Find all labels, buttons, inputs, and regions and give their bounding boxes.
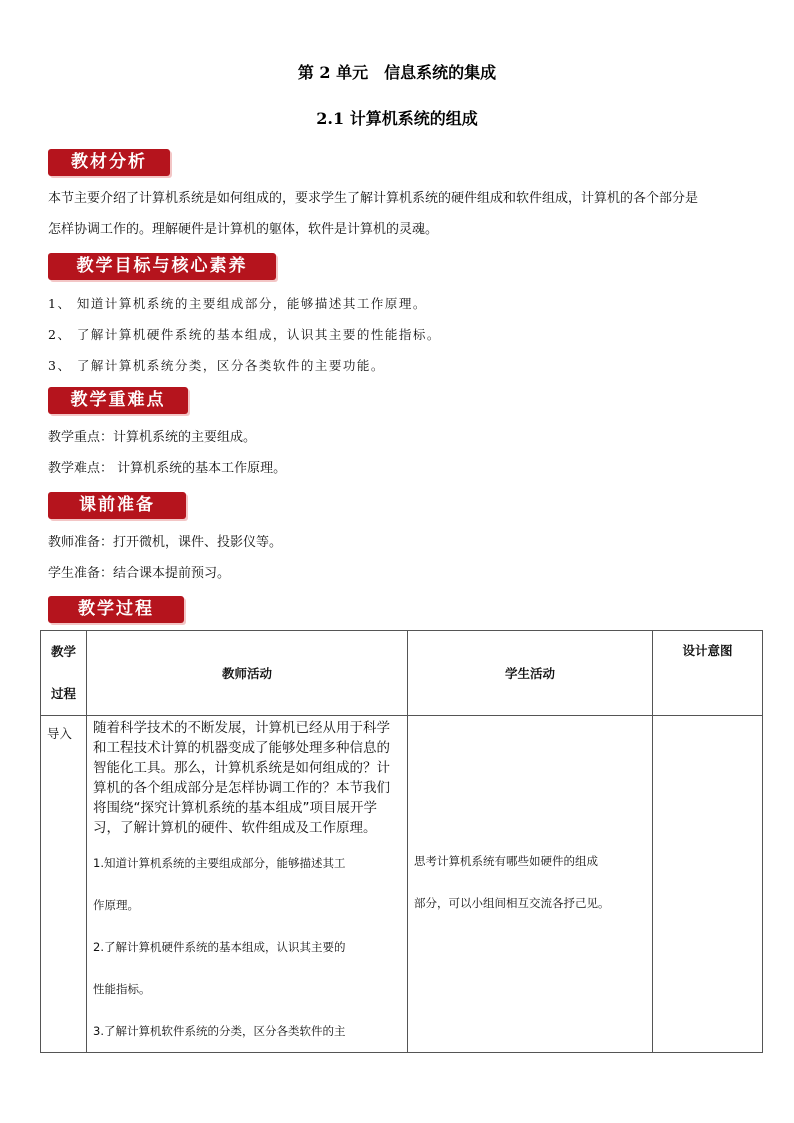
section-badge-goals: 教学目标与核心素养 [48,253,276,280]
section-badge-key-points: 教学重难点 [48,387,188,414]
header-design: 设计意图 [653,631,763,716]
lesson-title: 2.1 计算机系统的组成 [316,109,478,128]
teacher-goal-line: 2.了解计算机硬件系统的基本组成，认识其主要的 [93,940,346,954]
prep-teacher: 教师准备：打开微机，课件、投影仪等。 [48,535,283,550]
process-table [40,630,763,1053]
key-point-difficulty: 教学难点： 计算机系统的基本工作原理。 [48,461,287,476]
student-activity-cell [408,716,653,1053]
teacher-goals [87,838,407,1052]
section-badge-preparation: 课前准备 [48,492,186,519]
design-intent-cell [653,716,763,1053]
analysis-line: 怎样协调工作的。理解硬件是计算机的躯体，软件是计算机的灵魂。 [48,222,439,237]
prep-student: 学生准备：结合课本提前预习。 [48,566,231,581]
header-student: 学生活动 [408,631,653,716]
header-stage-line2: 过程 [50,686,76,701]
header-stage-line1: 教学 [50,644,76,659]
goal-item: 1、 知道计算机系统的主要组成部分，能够描述其工作原理。 [48,296,427,311]
header-stage [41,631,87,716]
section-badge-analysis: 教材分析 [48,149,170,176]
teacher-goal-line: 性能指标。 [93,982,151,996]
analysis-line: 本节主要介绍了计算机系统是如何组成的，要求学生了解计算机系统的硬件组成和软件组成，计算机的各个部分是 [48,191,699,206]
student-activity-line: 部分，可以小组间相互交流各抒己见。 [414,896,610,910]
table-row [41,716,763,1053]
key-point-focus: 教学重点：计算机系统的主要组成。 [48,430,257,445]
teacher-goal-line: 作原理。 [93,898,139,912]
section-badge-process: 教学过程 [48,596,184,623]
goal-item: 2、 了解计算机硬件系统的基本组成，认识其主要的性能指标。 [48,327,441,342]
teacher-activity-cell [87,716,408,1053]
teacher-goal-line: 3.了解计算机软件系统的分类，区分各类软件的主 [93,1024,346,1038]
unit-title: 第 2 单元 信息系统的集成 [297,63,497,82]
table-header-row [41,631,763,716]
goal-item: 3、 了解计算机系统分类，区分各类软件的主要功能。 [48,358,385,373]
teacher-intro: 随着科学技术的不断发展，计算机已经从用于科学和工程技术计算的机器变成了能够处理多种信息的智能化工具。那么，计算机系统是如何组成的？计算机的各个组成部分是怎样协调工作的？本节我们将围绕“探究计算机系统的基本组成”项目展开学习，了解计算机的硬件、软件组成及工作原理。 [93,720,390,836]
stage-cell: 导入 [41,716,87,1053]
teacher-goal-line: 1.知道计算机系统的主要组成部分，能够描述其工 [93,856,346,870]
header-teacher: 教师活动 [87,631,408,716]
student-activity-line: 思考计算机系统有哪些如硬件的组成 [414,854,598,868]
student-activity [408,716,652,924]
